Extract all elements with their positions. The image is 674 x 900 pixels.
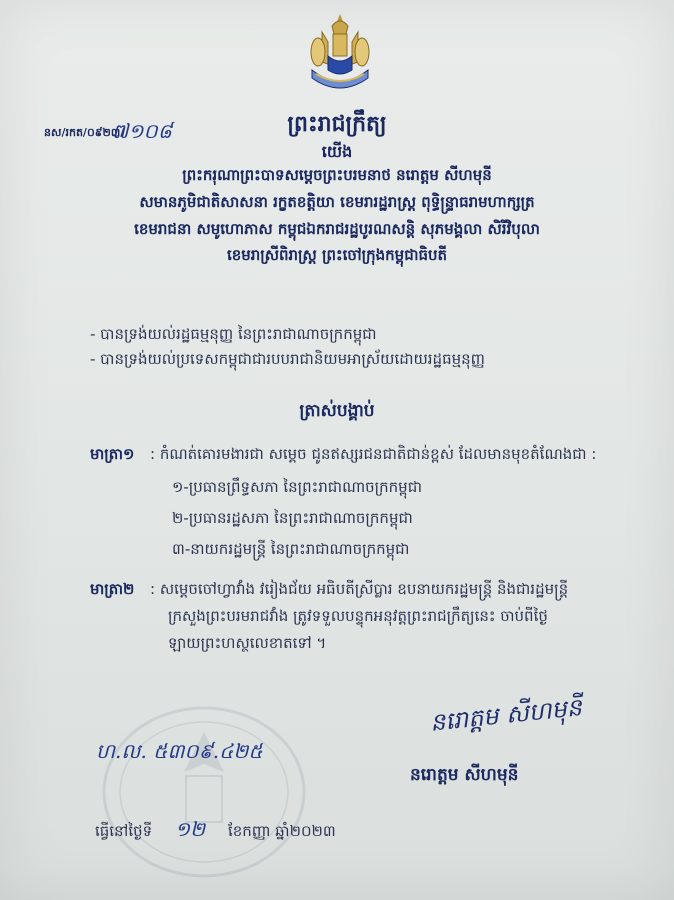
date-month-year: ខែកញ្ញា ឆ្នាំ២០២៣ <box>227 822 336 840</box>
reference-number: ៧១០៨ <box>112 119 172 143</box>
signing-date <box>95 816 336 846</box>
article-2-label: មាត្រា២ <box>90 580 135 598</box>
article-1-item-3: ៣-នាយករដ្ឋមន្ត្រី នៃព្រះរាជាណាចក្រកម្ពុជា <box>172 540 410 558</box>
preamble-line-1: - បានទ្រង់យល់រដ្ឋធម្មនុញ្ញ នៃព្រះរាជាណាចក្រកម្ពុជា <box>90 325 377 343</box>
article-1-text: : កំណត់គោរមងារជា សម្តេច ជូនឥស្សរជនជាតិជាន់ខ្ពស់ ដែលមានមុខតំណែងជា : <box>150 445 597 463</box>
registration-prefix: ហ.ល. <box>96 739 147 763</box>
reference-prefix: នស/រកត/០៩២៣/ <box>44 126 125 139</box>
date-day: ១២ <box>174 817 206 841</box>
section-title: ត្រាស់បង្គាប់ <box>299 401 375 421</box>
document-title: ព្រះរាជក្រឹត្យ <box>287 112 387 137</box>
article-1-item-1: ១-ប្រធានព្រឹទ្ធសភា នៃព្រះរាជាណាចក្រកម្ពុជា <box>172 478 422 496</box>
handwritten-signature: នរោត្តម សីហមុនី <box>428 693 584 737</box>
article-1-label: មាត្រា១ <box>90 445 135 463</box>
royal-seal-icon <box>98 702 310 882</box>
article-2-line-2: ក្រសួងព្រះបរមរាជវាំង ត្រូវទទួលបន្ទុកអនុវត្តព្រះរាជក្រឹត្យនេះ ចាប់ពីថ្ងៃ <box>168 607 548 625</box>
registration-number <box>96 738 263 768</box>
royal-emblem-icon <box>302 12 378 92</box>
registration-value: ៥៣០៩.៤២៥ <box>153 739 263 763</box>
article-1-item-2: ២-ប្រធានរដ្ឋសភា នៃព្រះរាជាណាចក្រកម្ពុជា <box>172 509 413 527</box>
preamble-line-2: - បានទ្រង់យល់ប្រទេសកម្ពុជាជារបបរាជានិយមអាស្រ័យដោយរដ្ឋធម្មនុញ្ញ <box>90 350 485 368</box>
royal-title-line-1: ព្រះករុណាព្រះបាទសម្តេចព្រះបរមនាថ នរោត្តម សីហមុនី <box>182 166 492 184</box>
document-subtitle: យើង <box>321 142 353 161</box>
article-2-line-1: : សម្តេចចៅហ្វាវាំង វរៀងជ័យ អធិបតីស្រីប្លារ ឧបនាយករដ្ឋមន្ត្រី និងជារដ្ឋមន្ត្រី <box>150 580 569 598</box>
royal-title-line-2: សមានភូមិជាតិសាសនា រក្ខតខត្តិយា ខេមរារដ្ឋរាស្ត្រ ពុទ្ធិន្ទ្រាធរាមហាក្សត្រ <box>139 193 535 211</box>
royal-title-line-3: ខេមរាជនា សមូហោភាស កម្ពុជឯករាជរដ្ឋបូរណសន្តិ សុភមង្គលា សិរីវិបុលា <box>134 220 540 238</box>
article-2-line-3: ឡាយព្រះហស្ថលេខាតទៅ ។ <box>168 634 327 652</box>
date-prefix: ធ្វើនៅថ្ងៃទី <box>95 822 153 840</box>
royal-title-line-4: ខេមរាស្រីពិរាស្ត្រ ព្រះចៅក្រុងកម្ពុជាធិបតី <box>226 246 448 264</box>
signer-name: នរោត្តម សីហមុនី <box>410 765 519 785</box>
